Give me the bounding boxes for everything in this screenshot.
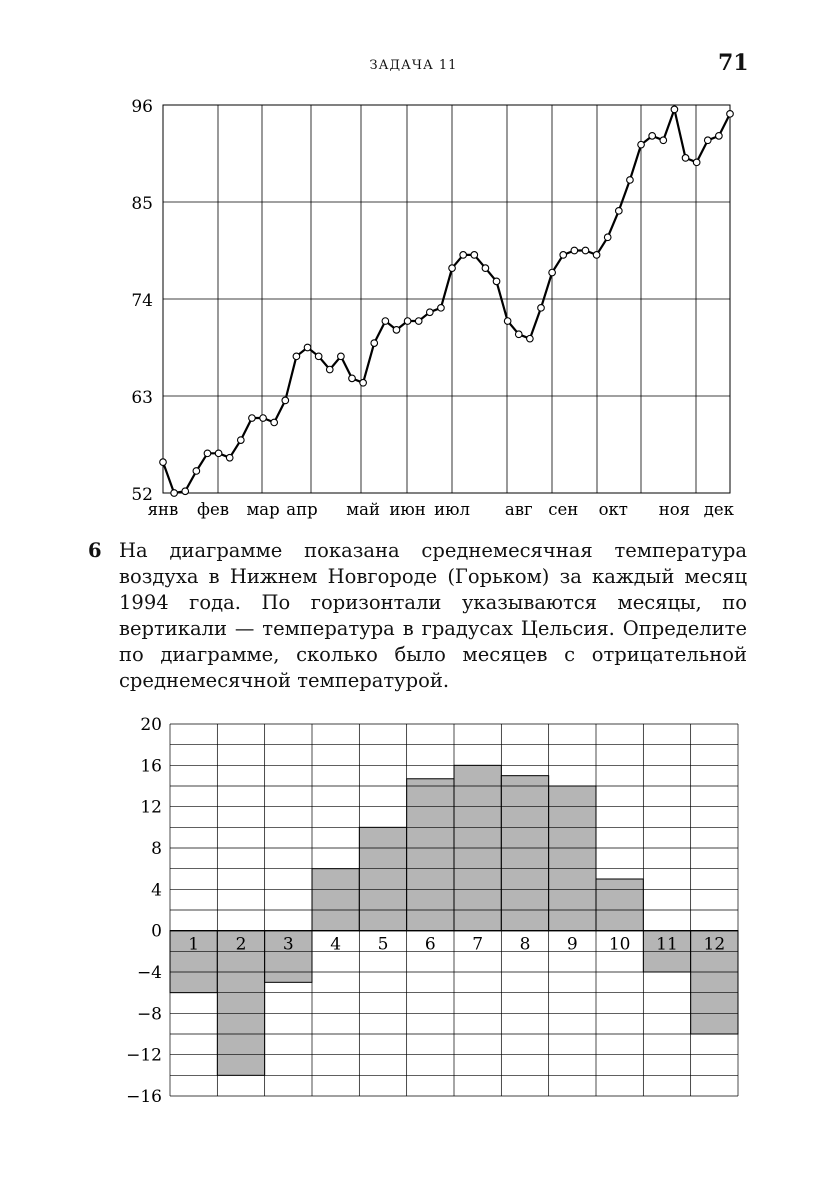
x-tick-label: апр (286, 500, 318, 519)
y-tick-label: 96 (131, 97, 153, 117)
x-tick-label: дек (703, 500, 735, 519)
x-tick-label: май (346, 500, 380, 519)
x-tick-label: мар (246, 500, 280, 519)
y-tick-label: 85 (131, 194, 153, 214)
x-tick-label: июл (434, 500, 470, 519)
header-title: ЗАДАЧА 11 (369, 58, 458, 73)
y-tick-label: 74 (131, 291, 153, 311)
category-label: 5 (377, 934, 389, 955)
x-tick-label: окт (598, 500, 628, 519)
bar (501, 776, 548, 931)
y-tick-label: −8 (136, 1004, 162, 1025)
category-label: 11 (656, 934, 678, 955)
y-tick-label: −4 (136, 963, 162, 983)
problem-number: 6 (88, 539, 102, 562)
category-label: 10 (608, 934, 631, 955)
category-label: 12 (703, 934, 726, 955)
y-tick-label: 16 (140, 756, 162, 777)
bar (596, 879, 643, 931)
bar (549, 786, 596, 931)
y-tick-label: 20 (140, 715, 162, 735)
category-label: 4 (330, 934, 342, 955)
page-number: 71 (718, 50, 749, 76)
category-label: 9 (566, 934, 578, 955)
category-label: 8 (519, 934, 531, 955)
category-label: 7 (472, 934, 484, 955)
x-tick-label: авг (504, 500, 533, 519)
category-label: 6 (424, 934, 436, 955)
category-label: 3 (282, 934, 294, 955)
y-tick-label: 0 (151, 921, 162, 942)
category-label: 2 (235, 934, 247, 955)
y-tick-label: −16 (126, 1087, 162, 1107)
bar (312, 869, 359, 931)
x-tick-label: ноя (658, 500, 691, 519)
x-tick-label: фев (197, 500, 230, 519)
y-tick-label: 12 (140, 797, 162, 818)
y-tick-label: 8 (151, 839, 162, 859)
y-tick-label: 52 (131, 485, 153, 505)
y-tick-label: −12 (126, 1045, 162, 1066)
x-tick-label: сен (548, 500, 579, 519)
problem-text: На диаграмме показана среднемесячная температура воздуха в Нижнем Новгороде (Горьком) за каждый месяц 1994 года. По горизонтали указываются месяцы, по вертикали — температура в градусах Цельсия. Определите по диаграмме, сколько было месяцев с отрицательной среднемесячной температурой. (119, 539, 747, 692)
bar (359, 827, 406, 930)
y-tick-label: 4 (151, 880, 162, 901)
x-tick-label: янв (147, 500, 179, 519)
bar (407, 779, 454, 931)
category-label: 1 (188, 934, 200, 955)
x-tick-label: июн (389, 500, 426, 519)
y-tick-label: 63 (131, 388, 153, 408)
